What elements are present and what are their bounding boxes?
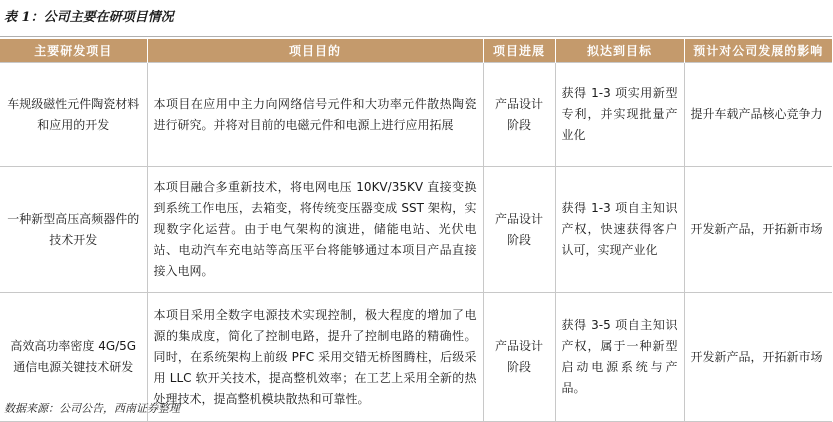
project-purpose-cell: 本项目采用全数字电源技术实现控制，极大程度的增加了电源的集成度，简化了控制电路，提升了控制电路的精确性。同时，在系统架构上前级 PFC 采用交错无桥图腾柱，后级采用 LLC 软开关技术，提高整机效率；在工艺上采用全新的热处理技术，提高整机模块散热和可靠性。 [147,293,483,422]
header-stage: 项目进展 [483,39,555,63]
header-target: 拟达到目标 [555,39,684,63]
project-target-cell: 获得 1-3 项实用新型专利，并实现批量产业化 [555,63,684,167]
project-impact-cell: 提升车载产品核心竞争力 [684,63,832,167]
table-row [0,63,832,167]
project-purpose-cell: 本项目在应用中主力向网络信号元件和大功率元件散热陶瓷进行研究。并将对目前的电磁元件和电源上进行应用拓展 [147,63,483,167]
data-source-note: 数据来源：公司公告，西南证券整理 [4,402,180,415]
header-impact: 预计对公司发展的影响 [684,39,832,63]
table-caption: 表 1：公司主要在研项目情况 [4,10,174,25]
project-target-cell: 获得 1-3 项自主知识产权，快速获得客户认可，实现产业化 [555,167,684,293]
project-purpose-cell: 本项目融合多重新技术，将电网电压 10KV/35KV 直接变换到系统工作电压，去箱变，将传统变压器变成 SST 架构，实现数字化运营。由于电气架构的演进，储能电站、光伏电站、电动汽车充电站等高压平台将能够通过本项目产品直接接入电网。 [147,167,483,293]
project-impact-cell: 开发新产品，开拓新市场 [684,167,832,293]
project-target-cell: 获得 3-5 项自主知识产权，属于一种新型启动电源系统与产品。 [555,293,684,422]
project-impact-cell: 开发新产品，开拓新市场 [684,293,832,422]
table-header-row [0,39,832,63]
project-name-cell: 一种新型高压高频器件的技术开发 [0,167,147,293]
project-name-cell: 高效高功率密度 4G/5G 通信电源关键技术研发 [0,293,147,422]
project-stage-cell: 产品设计阶段 [483,293,555,422]
caption-divider [0,36,832,37]
table-row [0,167,832,293]
project-name-cell: 车规级磁性元件陶瓷材料和应用的开发 [0,63,147,167]
header-project: 主要研发项目 [0,39,147,63]
project-stage-cell: 产品设计阶段 [483,167,555,293]
research-projects-table [0,39,832,422]
project-stage-cell: 产品设计阶段 [483,63,555,167]
header-purpose: 项目目的 [147,39,483,63]
